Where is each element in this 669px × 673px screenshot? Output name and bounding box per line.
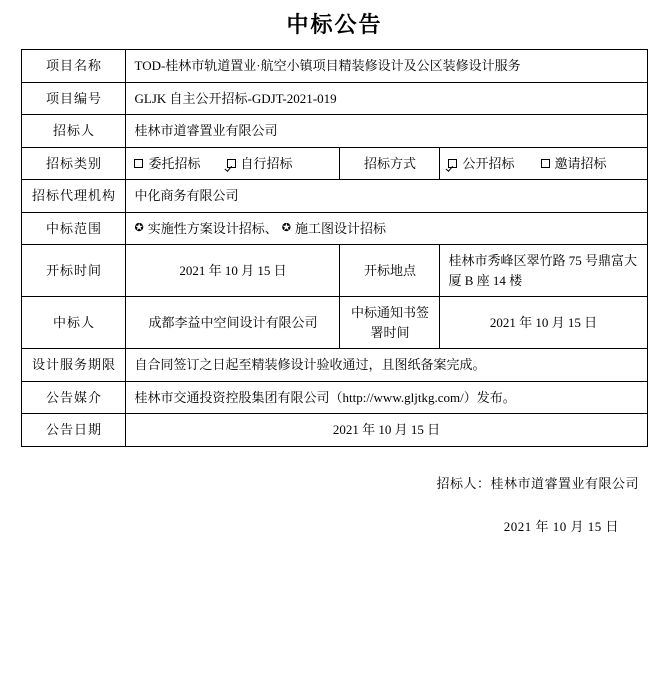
tenderee-label: 招标人 (22, 115, 126, 148)
bullet-icon: ✪ (134, 221, 144, 234)
checkbox-entrusted-tender[interactable] (134, 154, 200, 174)
checkbox-label: 自行招标 (240, 155, 293, 171)
checkbox-self-tender[interactable] (227, 154, 293, 174)
table-row (22, 297, 647, 349)
project-code-value: GLJK 自主公开招标-GDJT-2021-019 (126, 82, 647, 115)
checkbox-checked-icon (448, 159, 457, 168)
media-value: 桂林市交通投资控股集团有限公司（http://www.gljtkg.com/）发布。 (126, 381, 647, 414)
table-row (22, 50, 647, 83)
bullet-icon: ✪ (281, 221, 291, 234)
bid-open-time-label: 开标时间 (22, 245, 126, 297)
checkbox-icon (134, 159, 143, 168)
table-row (22, 115, 647, 148)
project-name-label: 项目名称 (22, 50, 126, 83)
checkbox-label: 委托招标 (148, 155, 201, 171)
checkbox-public-tender[interactable] (448, 154, 514, 174)
checkbox-icon (541, 159, 550, 168)
bid-method-label: 招标方式 (340, 147, 440, 180)
table-row (22, 381, 647, 414)
agency-value: 中化商务有限公司 (126, 180, 647, 213)
notice-sign-time-label: 中标通知书签署时间 (340, 297, 440, 349)
announcement-table (21, 49, 647, 447)
bid-open-place-label: 开标地点 (340, 245, 440, 297)
winner-label: 中标人 (22, 297, 126, 349)
table-row (22, 414, 647, 447)
announce-date-value: 2021 年 10 月 15 日 (126, 414, 647, 447)
table-row (22, 212, 647, 245)
project-code-label: 项目编号 (22, 82, 126, 115)
table-row (22, 147, 647, 180)
notice-sign-time-value: 2021 年 10 月 15 日 (440, 297, 647, 349)
service-period-value: 自合同签订之日起至精装修设计验收通过，且图纸备案完成。 (126, 349, 647, 382)
scope-item: 实施性方案设计招标、 (147, 220, 278, 236)
bid-category-label: 招标类别 (22, 147, 126, 180)
signature-date: 2021 年 10 月 15 日 (503, 518, 619, 534)
table-row (22, 349, 647, 382)
page-title: 中标公告 (286, 12, 383, 37)
bid-category-options (126, 147, 340, 180)
footer-signature-area (22, 447, 647, 535)
agency-label: 招标代理机构 (22, 180, 126, 213)
bid-open-place-value: 桂林市秀峰区翠竹路 75 号鼎富大厦 B 座 14 楼 (440, 245, 647, 297)
table-row (22, 180, 647, 213)
checkbox-invited-tender[interactable] (541, 154, 607, 174)
checkbox-label: 公开招标 (462, 155, 515, 171)
signature-line: 招标人：桂林市道睿置业有限公司 (436, 475, 639, 491)
table-row (22, 82, 647, 115)
scope-item: 施工图设计招标 (294, 220, 386, 236)
tenderee-value: 桂林市道睿置业有限公司 (126, 115, 647, 148)
announce-date-label: 公告日期 (22, 414, 126, 447)
checkbox-label: 邀请招标 (554, 155, 607, 171)
winner-value: 成都李益中空间设计有限公司 (126, 297, 340, 349)
service-period-label: 设计服务期限 (22, 349, 126, 382)
table-row (22, 245, 647, 297)
scope-value (126, 212, 647, 245)
bid-open-time-value: 2021 年 10 月 15 日 (126, 245, 340, 297)
checkbox-checked-icon (227, 159, 236, 168)
scope-label: 中标范围 (22, 212, 126, 245)
media-label: 公告媒介 (22, 381, 126, 414)
bid-method-options (440, 147, 647, 180)
project-name-value: TOD-桂林市轨道置业·航空小镇项目精装修设计及公区装修设计服务 (126, 50, 647, 83)
